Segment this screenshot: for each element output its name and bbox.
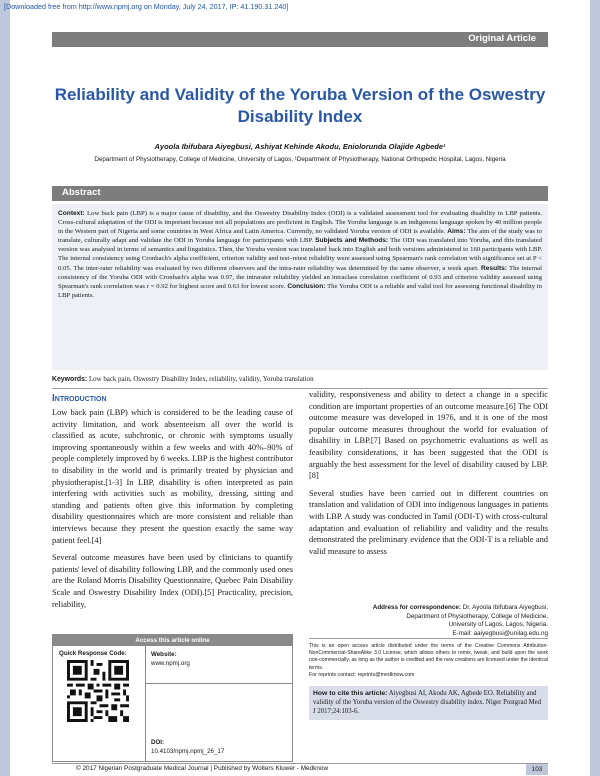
abstract-methods-label: Subjects and Methods: [315, 237, 389, 245]
article-type: Original Article [468, 33, 536, 44]
correspondence-heading [309, 604, 548, 613]
abstract-results: The internal consistency of the Yoruba ODI with Cronbach's alpha was 0.97, the intrarater reliability yielded an intraclass correlation coefficient of 0.93 and criterion validity assessed using Spearman's rank correlation was r = 0.92 for highest score and 0.63 for lowest score. [58, 264, 542, 290]
intro-paragraph-2: Several outcome measures have been used by clinicians to quantify patients' level of disability following LBP, and the commonly used ones are the Roland Morris Disability Questionnaire, Quebec Pain Disability Scale and Oswestry Disability Index (ODI).[5] Practicality, precision, reliability, [52, 553, 293, 609]
intro-paragraph-4: Several studies have been carried out in different countries on translation and validation of ODI into indigenous languages in patients with LBP. A study was conducted in Tamil (ODI-T) with cross-cultural adaptation and evaluation of reliability and validity and the results demonstrated the preliminary evidence that the ODI-T is a reliable and valid measure to assess [309, 488, 548, 556]
abstract-context-label: Context: [58, 210, 85, 217]
website-divider [145, 683, 293, 684]
license-text: This is an open access article distributed under the terms of the Creative Commons Attribution-NonCommercial-ShareAlike 3.0 License, which allows others to remix, tweak, and build upon the work non-commercially, as long as the author is credited and the new creations are licensed under the identical terms. [309, 643, 548, 671]
left-margin-strip [0, 0, 10, 776]
right-column [309, 389, 548, 563]
abstract-aims: The aim of the study was to translate, culturally adapt and validate the ODI in Yoruba language for participants with LBP. [58, 228, 542, 245]
introduction-heading: Introduction [52, 393, 107, 404]
qr-code-icon[interactable] [67, 660, 129, 722]
citation-box [309, 686, 548, 720]
abstract-conclusion: The Yoruba ODI is a reliable and valid tool for assessing functional disability in LBP patients. [58, 282, 543, 299]
article-type-bar [52, 32, 548, 47]
abstract-context: Low back pain (LBP) is a major cause of disability, and the Oswestry Disability Index (ODI) is a validated assessment tool for evaluating disability in LBP patients. Cross-cultural adaptation of the ODI is important because not all populations are proficient in English. The Yoruba language is an indigenous language spoken by 40 million people in the Western part of Nigeria and some countries in West Africa and Latin America. Currently, no validated Yoruba version of ODI is available. [58, 210, 543, 236]
abstract-conclusion-label: Conclusion: [287, 282, 326, 290]
correspondence-line-1: Department of Physiotherapy, College of Medicine, [406, 612, 548, 620]
footer-text: © 2017 Nigerian Postgraduate Medical Journal | Published by Wolters Kluwer - Medknow [76, 765, 329, 772]
article-title: Reliability and Validity of the Yoruba Version of the Oswestry Disability Index [54, 85, 546, 126]
abstract-results-label: Results: [480, 264, 507, 272]
abstract-bar [52, 186, 548, 201]
intro-paragraph-3: validity, responsiveness and ability to detect a change in a specific condition are important properties of an outcome measure.[6] The ODI outcome measure was developed in 1976, and it is one of the most popular outcome measures throughout the world for evaluation of disability in LBP.[7] Based on psychometric evaluations as well as feasibility considerations, it has been suggested that the ODI is arguably the best assessment for the level of disability caused by LBP.[8] [309, 390, 548, 481]
intro-paragraph-1: Low back pain (LBP) which is considered to be the leading cause of activity limitation, and work absenteeism all over the world is classified as acute, subchronic, or chronic with symptoms usually improving spontaneously within a few weeks and with 40%–90% of people completely improved by 6 weeks. LBP is the highest contributor to disability in the world and is primarily treated by physician and physiotherapist.[1-3] In LBP, disability is often interpreted as pain interfering with activities such as mobility, dressing, sitting and standing and patients often give this information by completing disability questionnaires which are more consistent and reliable than interviews because they present the question exactly the same way patient feel.[4] [52, 408, 293, 545]
left-column [52, 393, 293, 616]
correspondence-name: Dr. Ayoola Ibifubara Aiyegbusi, [462, 604, 548, 611]
doi-link[interactable]: 10.4103/npmj.npmj_26_17 [151, 748, 225, 755]
access-heading: Access this article online [53, 635, 292, 646]
access-online-box [52, 634, 293, 762]
correspondence-rule [309, 638, 548, 639]
page-number: 103 [526, 764, 548, 775]
right-margin-strip [590, 0, 600, 776]
download-notice[interactable]: [Downloaded free from http://www.npmj.org on Monday, July 24, 2017, IP: 41.190.31.240] [4, 2, 289, 11]
keywords-label: Keywords: [52, 376, 88, 383]
page-footer [52, 763, 548, 774]
abstract-heading: Abstract [62, 187, 101, 198]
correspondence-email[interactable]: E-mail: aaiyegbusi@unilag.edu.ng [452, 629, 548, 637]
keywords-text: Low back pain, Oswestry Disability Index, reliability, validity, Yoruba translation [88, 376, 314, 383]
website-label: Website: [151, 651, 177, 658]
abstract-methods: The ODI was translated into Yoruba, and this translated version was analysed in terms of semantics and linguistics. Then, the Yoruba version was translated back into English and both versions administered to 160 participants with LBP. The internal consistency using Cronbach's alpha coefficient, criterion validity and test–retest reliability were assessed using Spearman's rank correlation with significance set at P < 0.05. The inter-rater reliability was evaluated by two different observers and the intra-rater reliability was determined by the same observer, a week apart. [58, 237, 542, 272]
keywords [52, 376, 548, 383]
qr-label: Quick Response Code: [59, 650, 127, 657]
reprints-contact[interactable]: For reprints contact: reprints@medknow.com [309, 672, 415, 678]
abstract-box [52, 204, 548, 370]
citation-text: Aiyegbusi AI, Akodu AK, Agbede EO. Reliability and validity of the Yoruba version of the Oswestry disability index. Niger Postgrad Med J 2017;24:103-6. [313, 690, 542, 715]
correspondence-label: Address for correspondence: [372, 604, 461, 611]
authors: Ayoola Ibifubara Aiyegbusi, Ashiyat Kehinde Akodu, Eniolorunda Olajide Agbede¹ [154, 142, 446, 151]
doi-label: DOI: [151, 739, 165, 746]
correspondence [309, 604, 548, 638]
citation-label: How to cite this article: [313, 690, 388, 697]
abstract-aims-label: Aims: [447, 228, 466, 236]
correspondence-line-2: University of Lagos, Lagos, Nigeria. [448, 621, 548, 629]
abstract-text [58, 209, 542, 300]
qr-divider [145, 646, 146, 762]
affiliations: Department of Physiotherapy, College of Medicine, University of Lagos, ¹Department of Physiotherapy, National Orthopedic Hospital, Lagos, Nigeria [94, 156, 506, 163]
website-link[interactable]: www.npmj.org [151, 660, 190, 667]
